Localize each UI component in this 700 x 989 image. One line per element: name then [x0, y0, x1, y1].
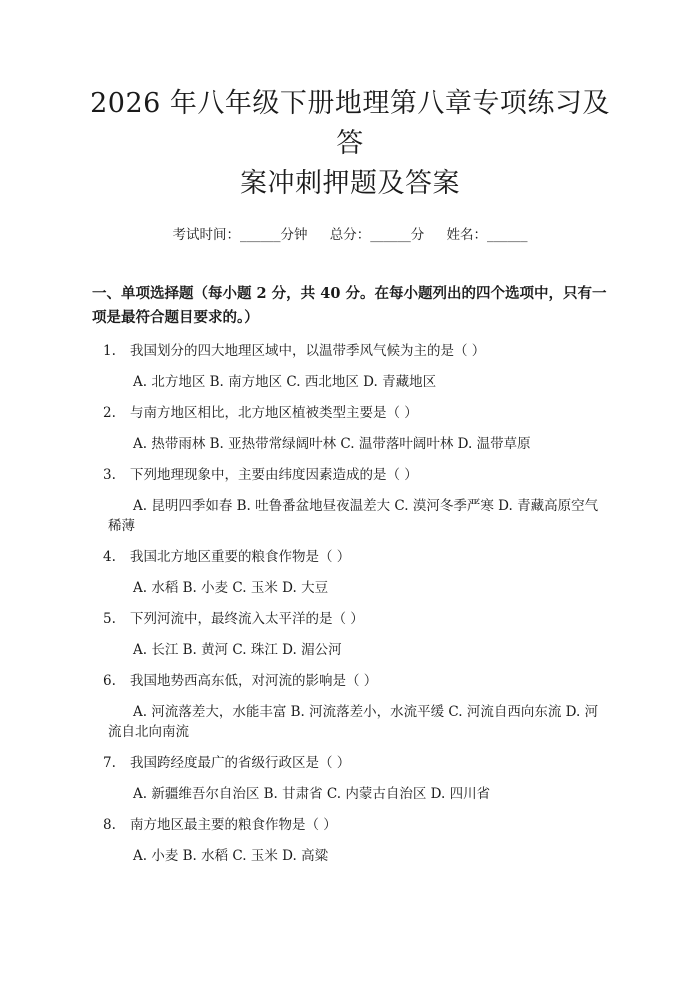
question-number: 6.: [103, 673, 116, 689]
question-2-options: A. 热带雨林 B. 亚热带常绿阔叶林 C. 温带落叶阔叶林 D. 温带草原: [133, 436, 531, 452]
question-7: [103, 753, 608, 773]
total-score-field: 总分：______分: [329, 227, 425, 243]
question-7-options: A. 新疆维吾尔自治区 B. 甘肃省 C. 内蒙古自治区 D. 四川省: [133, 786, 491, 802]
exam-time-field: 考试时间：______分钟: [172, 227, 308, 243]
question-number: 4.: [103, 549, 116, 565]
exam-meta: [0, 225, 700, 245]
question-4-options: A. 水稻 B. 小麦 C. 玉米 D. 大豆: [133, 580, 329, 596]
section-heading: 一、单项选择题（每小题 2 分，共 40 分。在每小题列出的四个选项中，只有一项是最符合题目要求的。）: [92, 285, 607, 326]
question-3-options: A. 昆明四季如春 B. 吐鲁番盆地昼夜温差大 C. 漠河冬季严寒 D. 青藏高原空气稀薄: [108, 498, 599, 534]
question-list: [0, 341, 700, 866]
question-number: 1.: [103, 343, 116, 359]
question-2: [103, 403, 608, 423]
question-text: 我国跨经度最广的省级行政区是（ ）: [130, 755, 351, 771]
question-5: [103, 609, 608, 629]
title-line-2: 案冲刺押题及答案: [240, 168, 460, 199]
question-6: [103, 671, 608, 691]
question-text: 我国划分的四大地理区域中，以温带季风气候为主的是（ ）: [130, 343, 486, 359]
title-line-1: 2026 年八年级下册地理第八章专项练习及答: [90, 88, 610, 159]
question-4: [103, 547, 608, 567]
question-3: [103, 465, 608, 485]
question-8: [103, 815, 608, 835]
question-1: [103, 341, 608, 361]
question-text: 下列地理现象中，主要由纬度因素造成的是（ ）: [130, 467, 418, 483]
question-number: 5.: [103, 611, 116, 627]
question-5-options: A. 长江 B. 黄河 C. 珠江 D. 湄公河: [133, 642, 342, 658]
question-number: 3.: [103, 467, 116, 483]
document-title: [80, 84, 620, 204]
question-number: 8.: [103, 817, 116, 833]
question-text: 与南方地区相比，北方地区植被类型主要是（ ）: [130, 405, 418, 421]
question-number: 2.: [103, 405, 116, 421]
question-text: 南方地区最主要的粮食作物是（ ）: [130, 817, 337, 833]
question-8-options: A. 小麦 B. 水稻 C. 玉米 D. 高粱: [133, 848, 329, 864]
name-field: 姓名：______: [446, 227, 528, 243]
exam-page: [0, 84, 700, 989]
question-text: 下列河流中，最终流入太平洋的是（ ）: [130, 611, 364, 627]
question-text: 我国地势西高东低，对河流的影响是（ ）: [130, 673, 378, 689]
question-text: 我国北方地区重要的粮食作物是（ ）: [130, 549, 351, 565]
question-1-options: A. 北方地区 B. 南方地区 C. 西北地区 D. 青藏地区: [133, 374, 437, 390]
question-6-options: A. 河流落差大，水能丰富 B. 河流落差小，水流平缓 C. 河流自西向东流 D. 河流自北向南流: [108, 704, 599, 740]
question-number: 7.: [103, 755, 116, 771]
